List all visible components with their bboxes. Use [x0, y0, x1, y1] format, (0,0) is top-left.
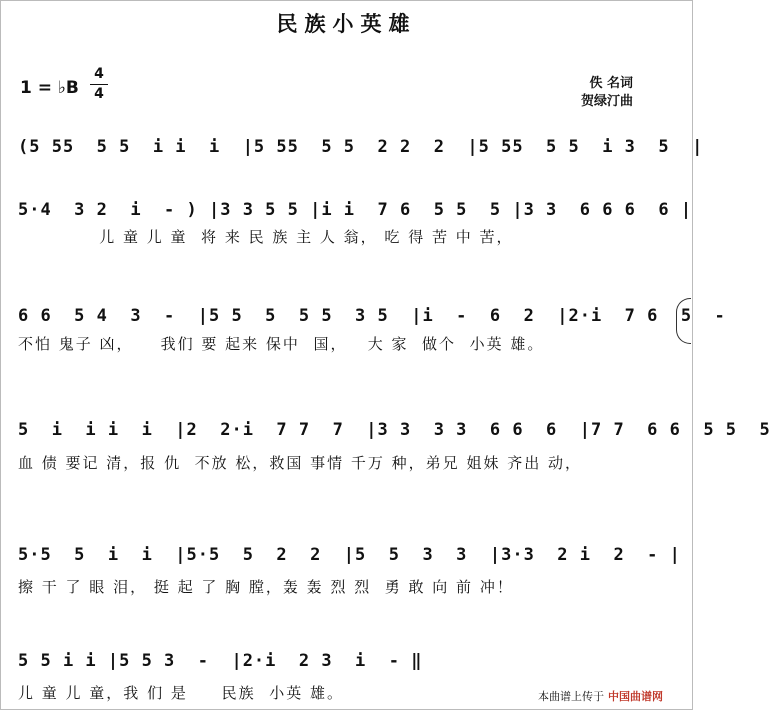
- time-signature: [90, 66, 108, 103]
- score-row-1-notes: (5 55 5 5 i i i |5 55 5 5 2 2 2 |5 55 5 5 i 3 5 |: [18, 137, 704, 157]
- score-row-5-notes: 5·5 5 i i |5·5 5 2 2 |5 5 3 3 |3·3 2 i 2 - |: [18, 545, 681, 565]
- song-title: 民族小英雄: [276, 12, 417, 36]
- score-row-3-lyrics: 不怕 鬼子 凶， 我们 要 起来 保中 国， 大 家 做个 小英 雄。: [18, 335, 545, 353]
- score-row-4-notes: 5 i i i i |2 2·i 7 7 7 |3 3 3 3 6 6 6 |7 7 6 6 5 5 5: [18, 420, 782, 440]
- score-row-4-lyrics: 血 债 要记 清，报 仇 不放 松，救国 事情 千万 种，弟兄 姐妹 齐出 动，: [18, 454, 582, 472]
- footer-text: 本曲谱上传于: [538, 690, 604, 703]
- score-row-2-notes: 5·4 3 2 i - ) |3 3 5 5 |i i 7 6 5 5 5 |3 3 6 6 6 6 |: [18, 200, 693, 220]
- score-row-6-lyrics: 儿 童 儿 童，我 们 是 民族 小英 雄。: [18, 684, 344, 702]
- footer-credit: [538, 688, 663, 704]
- time-signature-line: [90, 84, 108, 85]
- footer-brand-logo[interactable]: 中国曲谱网: [608, 690, 663, 703]
- key-signature: 1 = ♭B: [20, 78, 79, 98]
- score-row-2-lyrics: 儿 童 儿 童 将 来 民 族 主 人 翁， 吃 得 苦 中 苦，: [18, 228, 514, 246]
- time-signature-bottom: 4: [94, 86, 104, 102]
- score-row-3-notes: 6 6 5 4 3 - |5 5 5 5 5 3 5 |i - 6 2 |2·i 7 6 5 -: [18, 306, 738, 326]
- lyricist-credit: 佚 名词: [589, 76, 633, 91]
- score-row-6-notes: 5 5 i i |5 5 3 - |2·i 2 3 i - ‖: [18, 651, 423, 671]
- arranger-credit: 贺绿汀曲: [580, 94, 633, 109]
- score-row-5-lyrics: 擦 干 了 眼 泪， 挺 起 了 胸 膛，轰 轰 烈 烈 勇 敢 向 前 冲！: [18, 578, 514, 596]
- score-page-hook: [676, 298, 691, 344]
- time-signature-top: 4: [94, 66, 104, 82]
